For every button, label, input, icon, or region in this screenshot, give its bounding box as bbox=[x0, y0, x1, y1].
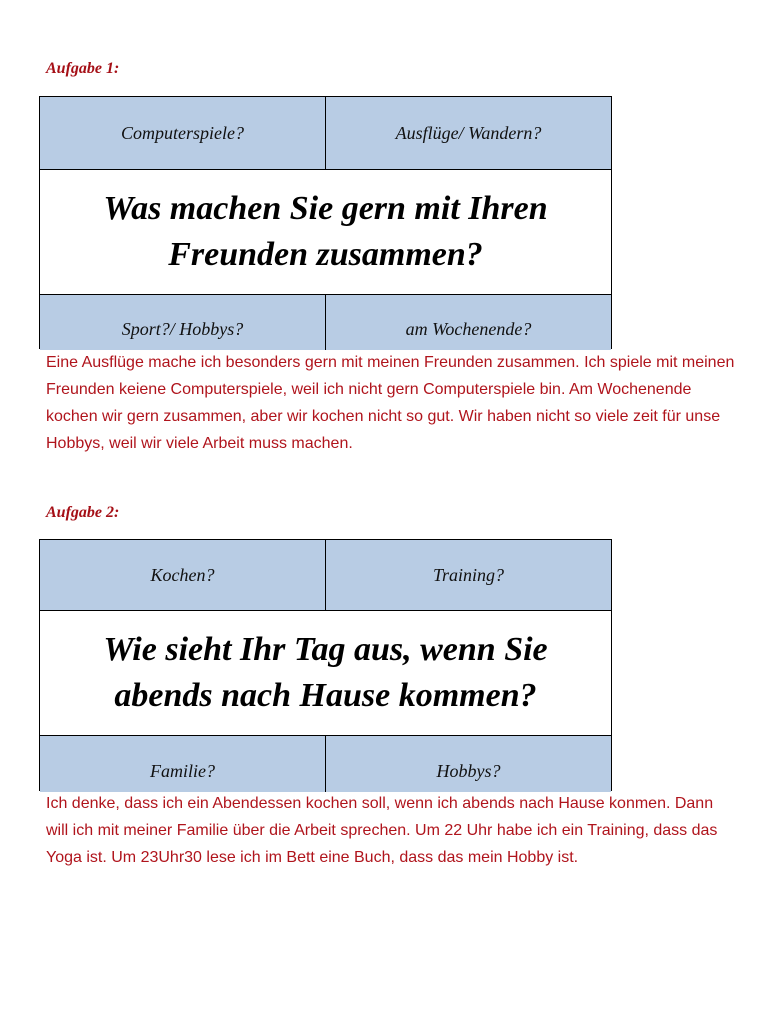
task2-prompt-familie: Familie? bbox=[40, 736, 326, 792]
task2-prompt-kochen: Kochen? bbox=[40, 540, 326, 610]
task2-bottom-row bbox=[40, 735, 611, 792]
task1-answer: Eine Ausflüge mache ich besonders gern mit meinen Freunden zusammen. Ich spiele mit meinen Freunden keiene Computerspiele, weil ich nicht gern Computerspiele bin. Am Wochenende kochen wir gern zusammen, aber wir kochen nicht so gut. Wir haben nicht so viele zeit für unse Hobbys, weil wir viele Arbeit muss machen. bbox=[46, 354, 735, 452]
task2-card bbox=[39, 539, 612, 791]
task1-top-row bbox=[40, 97, 611, 170]
task1-heading: Aufgabe 1: bbox=[46, 60, 120, 77]
task2-question: Wie sieht Ihr Tag aus, wenn Sie abends nach Hause kommen? bbox=[103, 631, 548, 714]
task2-answer: Ich denke, dass ich ein Abendessen kochen soll, wenn ich abends nach Hause konmen. Dann will ich mit meiner Familie über die Arbeit sprechen. Um 22 Uhr habe ich ein Training, dass das Yoga ist. Um 23Uhr30 lese ich im Bett eine Buch, dass das mein Hobby ist. bbox=[46, 795, 718, 866]
task2-prompt-training: Training? bbox=[326, 540, 611, 610]
task1-card bbox=[39, 96, 612, 349]
task1-prompt-ausfluege: Ausflüge/ Wandern? bbox=[326, 97, 611, 169]
task1-prompt-wochenende: am Wochenende? bbox=[326, 295, 611, 350]
task2-top-row bbox=[40, 540, 611, 611]
task1-prompt-computerspiele: Computerspiele? bbox=[40, 97, 326, 169]
task1-bottom-row bbox=[40, 294, 611, 350]
task2-prompt-hobbys: Hobbys? bbox=[326, 736, 611, 792]
task1-prompt-sport: Sport?/ Hobbys? bbox=[40, 295, 326, 350]
task1-question: Was machen Sie gern mit Ihren Freunden zusammen? bbox=[103, 190, 548, 273]
task2-heading: Aufgabe 2: bbox=[46, 504, 120, 521]
